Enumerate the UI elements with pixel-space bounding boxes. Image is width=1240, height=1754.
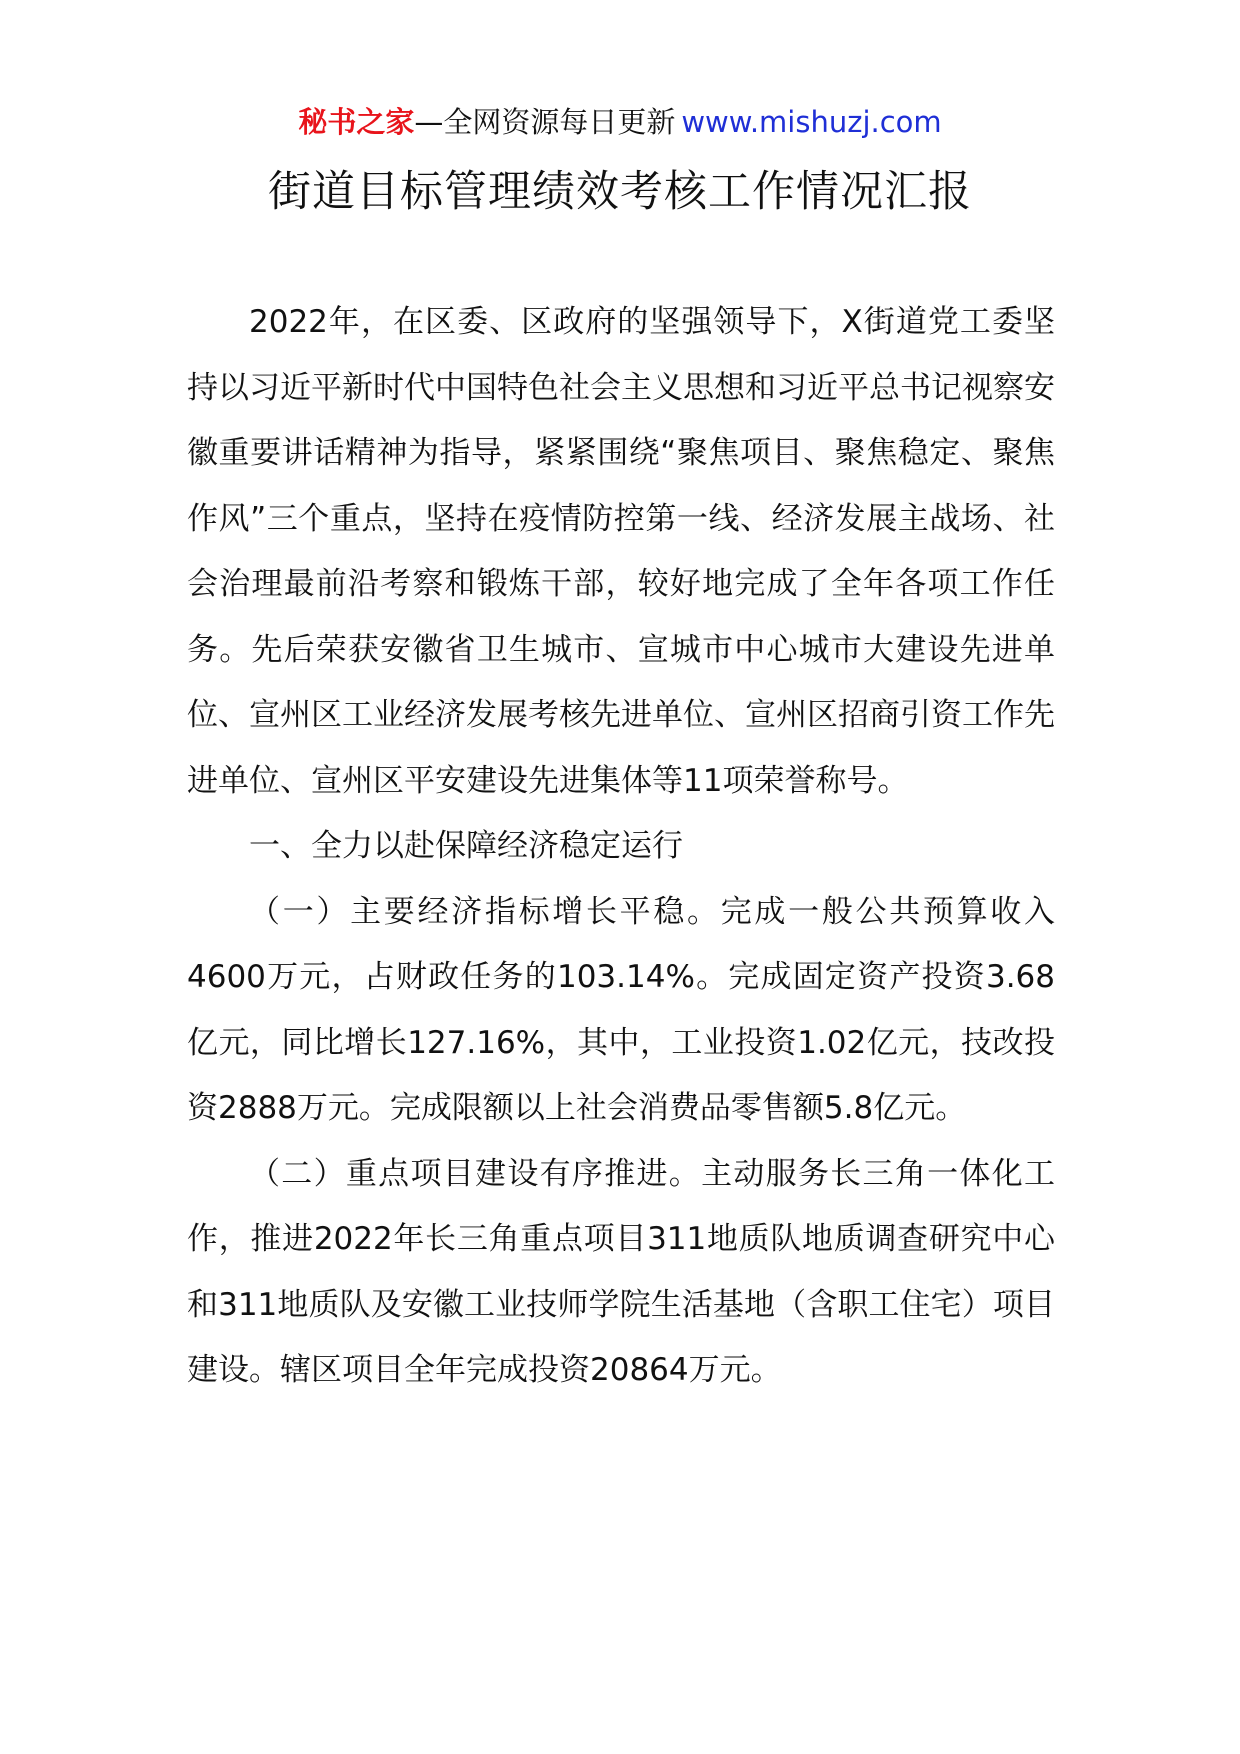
subsection-paragraph-economy: （一）主要经济指标增长平稳。完成一般公共预算收入4600万元，占财政任务的103.14%。完成固定资产投资3.68亿元，同比增长127.16%，其中，工业投资1.02亿元，技改投资2888万元。完成限额以上社会消费品零售额5.8亿元。: [187, 893, 1055, 1126]
subsection-paragraph-projects: （二）重点项目建设有序推进。主动服务长三角一体化工作，推进2022年长三角重点项目311地质队地质调查研究中心和311地质队及安徽工业技师学院生活基地（含职工住宅）项目建设。辖区项目全年完成投资20864万元。: [187, 1155, 1055, 1388]
document-title: 街道目标管理绩效考核工作情况汇报: [268, 167, 972, 217]
document-body: [187, 290, 1055, 1404]
site-header: [0, 100, 1240, 144]
intro-paragraph: 2022年，在区委、区政府的坚强领导下，X街道党工委坚持以习近平新时代中国特色社会主义思想和习近平总书记视察安徽重要讲话精神为指导，紧紧围绕“聚焦项目、聚焦稳定、聚焦作风”三个重点，坚持在疫情防控第一线、经济发展主战场、社会治理最前沿考察和锻炼干部，较好地完成了全年各项工作任务。先后荣获安徽省卫生城市、宣城市中心城市大建设先进单位、宣州区工业经济发展考核先进单位、宣州区招商引资工作先进单位、宣州区平安建设先进集体等11项荣誉称号。: [187, 304, 1055, 799]
section-heading: 一、全力以赴保障经济稳定运行: [249, 828, 683, 864]
brand-name: 秘书之家: [298, 105, 415, 139]
site-url-link[interactable]: www.mishuzj.com: [681, 105, 942, 139]
header-tagline: —全网资源每日更新: [414, 105, 676, 139]
